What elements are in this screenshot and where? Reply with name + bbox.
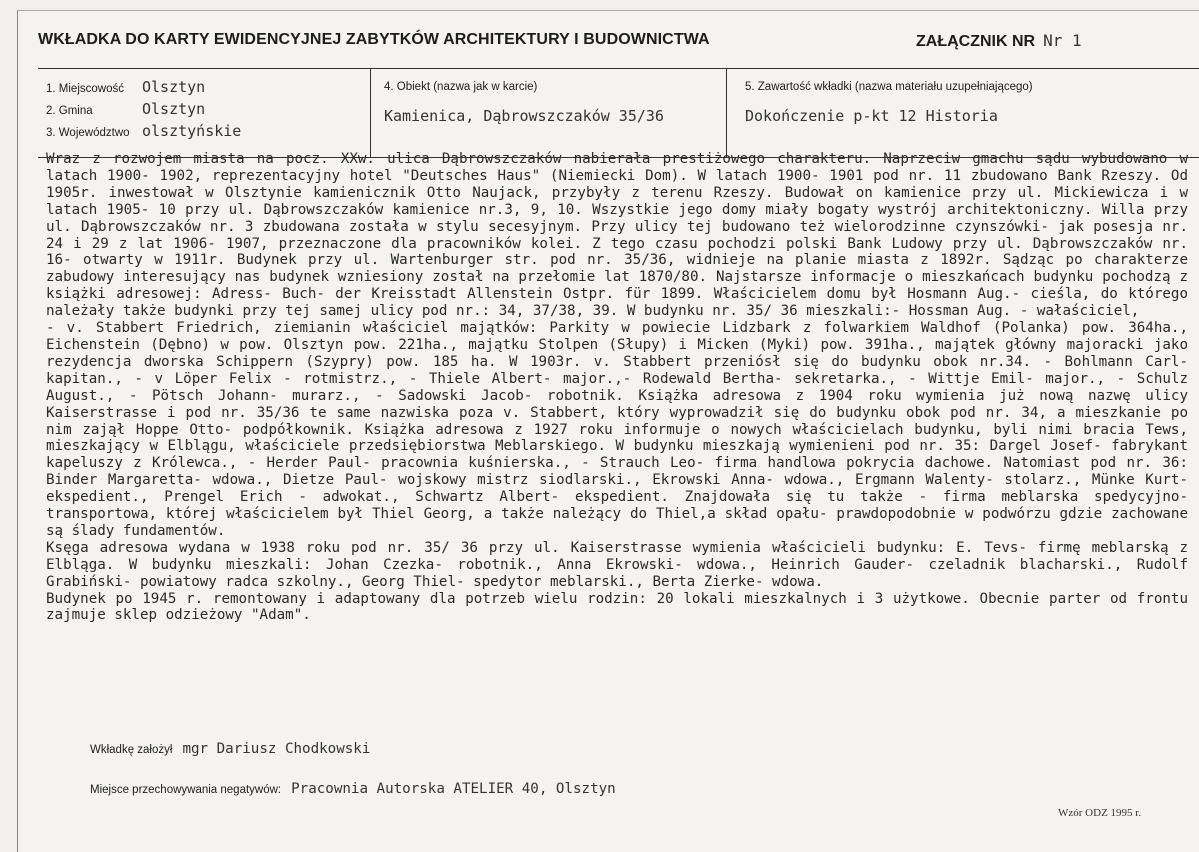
author-line xyxy=(90,740,370,758)
storage-value: Pracownia Autorska ATELIER 40, Olsztyn xyxy=(291,781,616,797)
attachment-label: ZAŁĄCZNIK NR xyxy=(916,33,1036,50)
attachment-value: Nr 1 xyxy=(1043,31,1082,50)
history-paragraph: Ksęga adresowa wydana w 1938 roku pod nr. 35/ 36 przy ul. Kaiserstrasse wymienia właścicieli budynku: E. Tevs- firmę meblarską z Elbląga. W budynku mieszkali: Johan Czezka- robotnik., Anna Ekrowski- wdowa., Heinrich Gauder- czeladnik blacharski., Rudolf Grabiński- powiatowy radca szkolny., Georg Thiel- spedytor meblarski., Berta Zierke- wdowa. xyxy=(46,539,1197,590)
voivodeship-label: 3. Województwo xyxy=(46,127,130,139)
commune-label: 2. Gmina xyxy=(46,105,93,117)
form-title: WKŁADKA DO KARTY EWIDENCYJNEJ ZABYTKÓW ARCHITEKTURY I BUDOWNICTWA xyxy=(38,31,710,48)
storage-line xyxy=(90,780,616,798)
voivodeship-value: olsztyńskie xyxy=(142,122,242,140)
record-card xyxy=(17,10,1199,852)
history-paragraph: Budynek po 1945 r. remontowany i adaptowany dla potrzeb wielu rodzin: 20 lokali mieszkalnych i 3 użytkowe. Obecnie parter od frontu zajmuje sklep odzieżowy "Adam". xyxy=(46,590,1197,624)
history-paragraph: - v. Stabbert Friedrich, ziemianin właściciel majątków: Parkity w powiecie Lidzbark z folwarkiem Waldhof (Polanka) pow. 364ha., Eichenstein (Dębno) w pow. Olsztyn pow. 221ha., majątku Stolpen (Słupy) i Micken (Myki) pow. 391ha., majątek główny majoracki jako rezydencja dworska Schippern (Szypry) pow. 185 ha. W 1903r. v. Stabbert przeniósł się do budynku obok nr.34. - Bohlmann Carl- kapitan., - v Löper Felix - rotmistrz., - Thiele Albert- major.,- Rodewald Bertha- sekretarka., - Wittje Emil- major., - Schulz August., - Pötsch Johann- murarz., - Sadowski Jacob- robotnik. Książka adresowa z 1904 roku wymienia już nową nazwę ulicy Kaiserstrasse i pod nr. 35/36 te same nazwiska poza v. Stabbert, który wyprowadził się do budynku obok pod nr. 34, a mieszkanie po nim zajął Hoppe Otto- podpółkownik. Książka adresowa z 1927 roku informuje o nowych właścicielach budynku, byli nimi bracia Tews, mieszkający w Elblągu, właściciele przedsiębiorstwa Meblarskiego. W budynku mieszkają wymienieni pod nr. 35: Dargel Josef- fabrykant kapeluszy z Królewca., - Herder Paul- pracownia kuśnierska., - Strauch Leo- firma handlowa pokrycia dachowe. Natomiast pod nr. 36: Binder Margaretta- wdowa., Dietze Paul- wojskowy mistrz siodlarski., Ekrowski Anna- wdowa., Ergmann Walenty- stolarz., Münke Kurt- ekspedient., Prengel Erich - adwokat., Schwartz Albert- ekspedient. Znajdowała się tu także - firma meblarska spedycyjno- transportowa, której właścicielem był Thiel Georg, a także należący do Thiel,a skład opału- prawdopodobnie w podwórzu gdzie zachowane są ślady fundamentów. xyxy=(46,320,1197,539)
location-cell xyxy=(38,69,370,157)
content-value: Dokończenie p-kt 12 Historia xyxy=(745,107,998,125)
content-cell xyxy=(726,69,1199,157)
locality-label: 1. Miejscowość xyxy=(46,83,124,95)
content-label: 5. Zawartość wkładki (nazwa materiału uzupełniającego) xyxy=(745,81,1033,93)
attachment-number xyxy=(916,31,1082,51)
history-text xyxy=(46,151,1197,624)
object-cell xyxy=(370,69,727,157)
form-template-note: Wzór ODZ 1995 r. xyxy=(1058,807,1142,819)
locality-value: Olsztyn xyxy=(142,78,206,96)
header-fields-row xyxy=(38,68,1199,158)
history-paragraph: Wraz z rozwojem miasta na pocz. XXw. ulica Dąbrowszczaków nabierała prestiżowego charakteru. Naprzeciw gmachu sądu wybudowano w latach 1900- 1902, reprezentacyjny hotel "Deutsches Haus" (Niemiecki Dom). W latach 1900- 1901 pod nr. 11 zbudowano Bank Rzeszy. Od 1905r. inwestował w Olsztynie kamienicznik Otto Naujack, przybyły z terenu Rzeszy. Budował on kamienice przy ul. Mickiewicza i w latach 1905- 10 przy ul. Dąbrowszczaków kamienice nr.3, 9, 10. Wszystkie jego domy miały bogaty wystrój architektoniczny. Willa przy ul. Dąbrowszczaków nr. 3 zbudowana została w stylu secesyjnym. Przy ulicy tej budowano też wielorodzinne czynszówki- jak posesja nr. 24 i 29 z lat 1906- 1907, przeznaczone dla pracowników kolei. Z tego czasu pochodzi polski Bank Ludowy przy ul. Dąbrowszczaków nr. 16- otwarty w 1911r. Budynek przy ul. Wartenburger str. pod nr. 35/36, widnieje na planie miasta z 1892r. Sądząc po charakterze zabudowy interesujący nas budynek wzniesiony został na przełomie lat 1870/80. Najstarsze informacje o mieszkańcach budynku pochodzą z książki adresowej: Adress- Buch- der Kreisstadt Allenstein Ostpr. für 1899. Właścicielem domu był Hosmann Aug.- cieśla, do którego należały także budynki przy tej samej ulicy pod nr.: 34, 37/38, 39. W budynku nr. 35/ 36 mieszkali:- Hossman Aug. - wałaściciel, xyxy=(46,151,1197,320)
commune-value: Olsztyn xyxy=(142,100,206,118)
author-label: Wkładkę założył xyxy=(90,744,173,756)
object-label: 4. Obiekt (nazwa jak w karcie) xyxy=(384,81,538,93)
object-value: Kamienica, Dąbrowszczaków 35/36 xyxy=(384,107,664,125)
author-value: mgr Dariusz Chodkowski xyxy=(182,741,371,757)
storage-label: Miejsce przechowywania negatywów: xyxy=(90,784,282,796)
